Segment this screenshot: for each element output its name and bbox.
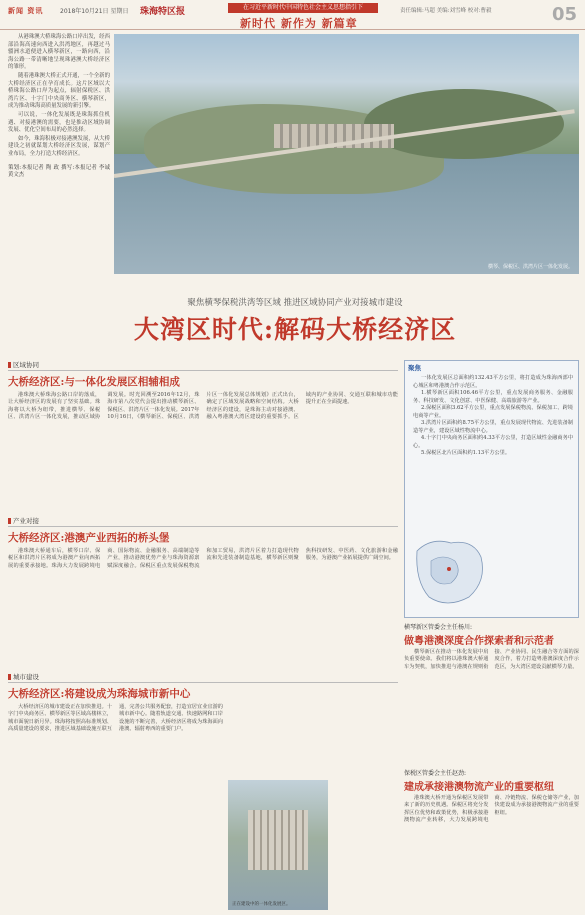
interview2-title: 建成承接港澳物流产业的重要枢纽 — [404, 782, 554, 793]
interview-yang — [404, 622, 579, 769]
page-slogan: 新时代 新作为 新篇章 — [240, 17, 358, 30]
section3-rule — [8, 682, 398, 683]
section1-label: 区域协同 — [8, 360, 39, 369]
main-headline: 大湾区时代:解码大桥经济区 — [133, 315, 457, 344]
interview1-body — [404, 649, 579, 769]
page-number: 05 — [551, 4, 577, 25]
section1-body — [8, 392, 398, 510]
photo-caption: 横琴、保税区、洪湾片区一体化发展。 — [487, 264, 573, 270]
sub-headline: 聚焦横琴保税洪湾等区域 推进区域协同产业对接城市建设 — [187, 298, 403, 308]
section1-rule — [8, 370, 398, 371]
focus-paragraph: 3.洪湾片区面积约8.75平方公里，重点发展现代物流、先进装备制造等产业，建设区域性物流中心。 — [413, 420, 573, 434]
focus-box — [404, 360, 579, 618]
focus-label: 聚焦 — [408, 364, 421, 372]
focus-paragraph: 4.十字门中央商务区面积约4.33平方公里，打造区域性金融商务中心。 — [413, 435, 573, 449]
section2-rule — [8, 526, 398, 527]
intro-paragraph: 如今，珠海积极对接港澳发展，从大桥建设之初就谋划大桥经济区发展，谋划产业布局，全力打造大桥经济区。 — [8, 135, 110, 157]
section3-title: 大桥经济区:将建设成为珠海城市新中心 — [8, 688, 191, 700]
intro-paragraph: 从港珠澳大桥珠海公路口岸出发，经西部沿海高速向西进入洪湾地区，再越过马骝洲水道便进入横琴新区，一路向西，沿海公路一带清晰地呈现珠港澳大桥经济区的雏形。 — [8, 34, 110, 71]
interview1-title: 做粤港澳深度合作探索者和示范者 — [404, 636, 554, 647]
focus-text — [413, 375, 573, 458]
issue-date: 2018年10月21日 星期日 — [60, 8, 129, 15]
intro-column — [8, 34, 110, 181]
section2-title: 大桥经济区:港澳产业西拓的桥头堡 — [8, 532, 170, 544]
section2-text: 港珠澳大桥通车后，横琴口岸、保税区和洪湾片区将成为港澳产业向西拓展的重要承接地。珠海大力发展跨境电商、国际物流、金融服务、高端制造等产业，推动港澳优势产业与珠海资源禀赋深度融合。保税区重点发展保税物流和加工贸易，洪湾片区着力打造现代物流和先进装备制造基地，横琴新区则聚焦科技研发、中医药、文化旅游和金融服务，为港澳产业拓展提供广阔空间。 — [8, 548, 398, 569]
intro-paragraph: 可以说，一体化发展既是珠海抓住机遇、对接港澳的需要，也是推动区域协调发展、优化空间布局的必然选择。 — [8, 111, 110, 134]
interview1-text: 横琴新区在推动一体化发展中肩负重要使命。我们将以港珠澳大桥通车为契机，加快推进与港澳在规则衔接、产业协同、民生融合等方面的深度合作，着力打造粤港澳深度合作示范区，为大湾区建设贡献横琴力量。 — [404, 649, 579, 670]
intro-paragraph: 随着港珠澳大桥正式开通，一个全新的大桥经济区正在孕育成长。这片区域以大桥珠海公路口岸为起点，辐射保税区、洪湾片区、十字门中央商务区、横琴新区，成为推动珠海高质量发展的新引擎。 — [8, 72, 110, 110]
construction-photo — [228, 780, 328, 910]
interview2-text: 港珠澳大桥开通为保税区发展带来了新的历史机遇。保税区将充分发挥区位优势和政策优势，积极承接港澳物流产业转移，大力发展跨境电商、冷链物流、保税仓储等产业，加快建设成为承接港澳物流产业的重要枢纽。 — [404, 795, 579, 824]
interview-zhao — [404, 768, 579, 915]
interview1-kicker: 横琴新区管委会主任杨川: — [404, 624, 473, 631]
section3-body — [8, 704, 223, 910]
focus-paragraph: 1.横琴新区面积106.46平方公里，重点发展商务服务、金融服务、科技研发、文化创意、中医保健、高端旅游等产业。 — [413, 390, 573, 404]
masthead — [0, 0, 585, 30]
focus-paragraph: 5.保税区北片区面积约1.13平方公里。 — [421, 450, 511, 456]
section1-title: 大桥经济区:与一体化发展区相辅相成 — [8, 376, 180, 388]
section3-label: 城市建设 — [8, 672, 39, 681]
section3-text: 大桥经济区的城市建设正在加快推进。十字门中央商务区、横琴新区等区域高楼林立，城市面貌日新月异。珠海将按照高标准规划、高质量建设的要求，推进区域基础设施互联互通，完善公共服务配套，打造宜居宜业宜游的城市新中心。随着轨道交通、快速路网和口岸设施的不断完善，大桥经济区将成为珠海面向港澳、辐射粤西的重要门户。 — [8, 704, 223, 733]
section2-label: 产业对接 — [8, 516, 39, 525]
focus-paragraph: 一体化发展区总面积约132.43平方公里，将打造成为珠海西部中心城区和粤港澳合作示范区。 — [413, 375, 573, 389]
editor-credits: 责任编辑:马超 美编:刘雪峰 校对:曹毅 — [400, 8, 492, 14]
photo2-caption: 正在建设中的一体化发展区。 — [232, 902, 291, 907]
section-logo: 新闻 资讯 — [8, 6, 44, 15]
paper-name: 珠海特区报 — [140, 7, 186, 17]
intro-credit: 策划:本报记者 陶 政 撰写:本报记者 李诚 黄文杰 — [8, 164, 110, 179]
photo-buildings — [248, 810, 308, 870]
section2-body — [8, 548, 398, 666]
interview2-body — [404, 795, 579, 915]
focus-paragraph: 2.保税区面积3.62平方公里，重点发展保税物流、保税加工、跨境电商等产业。 — [413, 405, 573, 419]
interview2-kicker: 保税区管委会主任赵劲: — [404, 770, 467, 777]
aerial-photo — [114, 34, 579, 274]
area-map-graphic — [411, 531, 489, 611]
section1-text: 港珠澳大桥珠海公路口岸的落成，让大桥经济区的发展有了坚实基础。珠海将以大桥为纽带，推进横琴、保税区、洪湾片区一体化发展，推动区域协调发展。时光回溯至2016年12月，珠海市第八次党代会提出推动横琴新区、保税区、洪湾片区一体化发展。2017年10月16日，《横琴新区、保税区、洪湾片区一体化发展总体规划》正式出台，确定了区域发展战略和空间结构。大桥经济区的建设，是珠海主动对接港澳、融入粤港澳大湾区建设的重要抓手。区域内的产业协同、交通互联和城市功能提升正在全面提速。 — [8, 392, 398, 421]
top-banner: 在习近平新时代中国特色社会主义思想指引下 — [228, 3, 378, 13]
